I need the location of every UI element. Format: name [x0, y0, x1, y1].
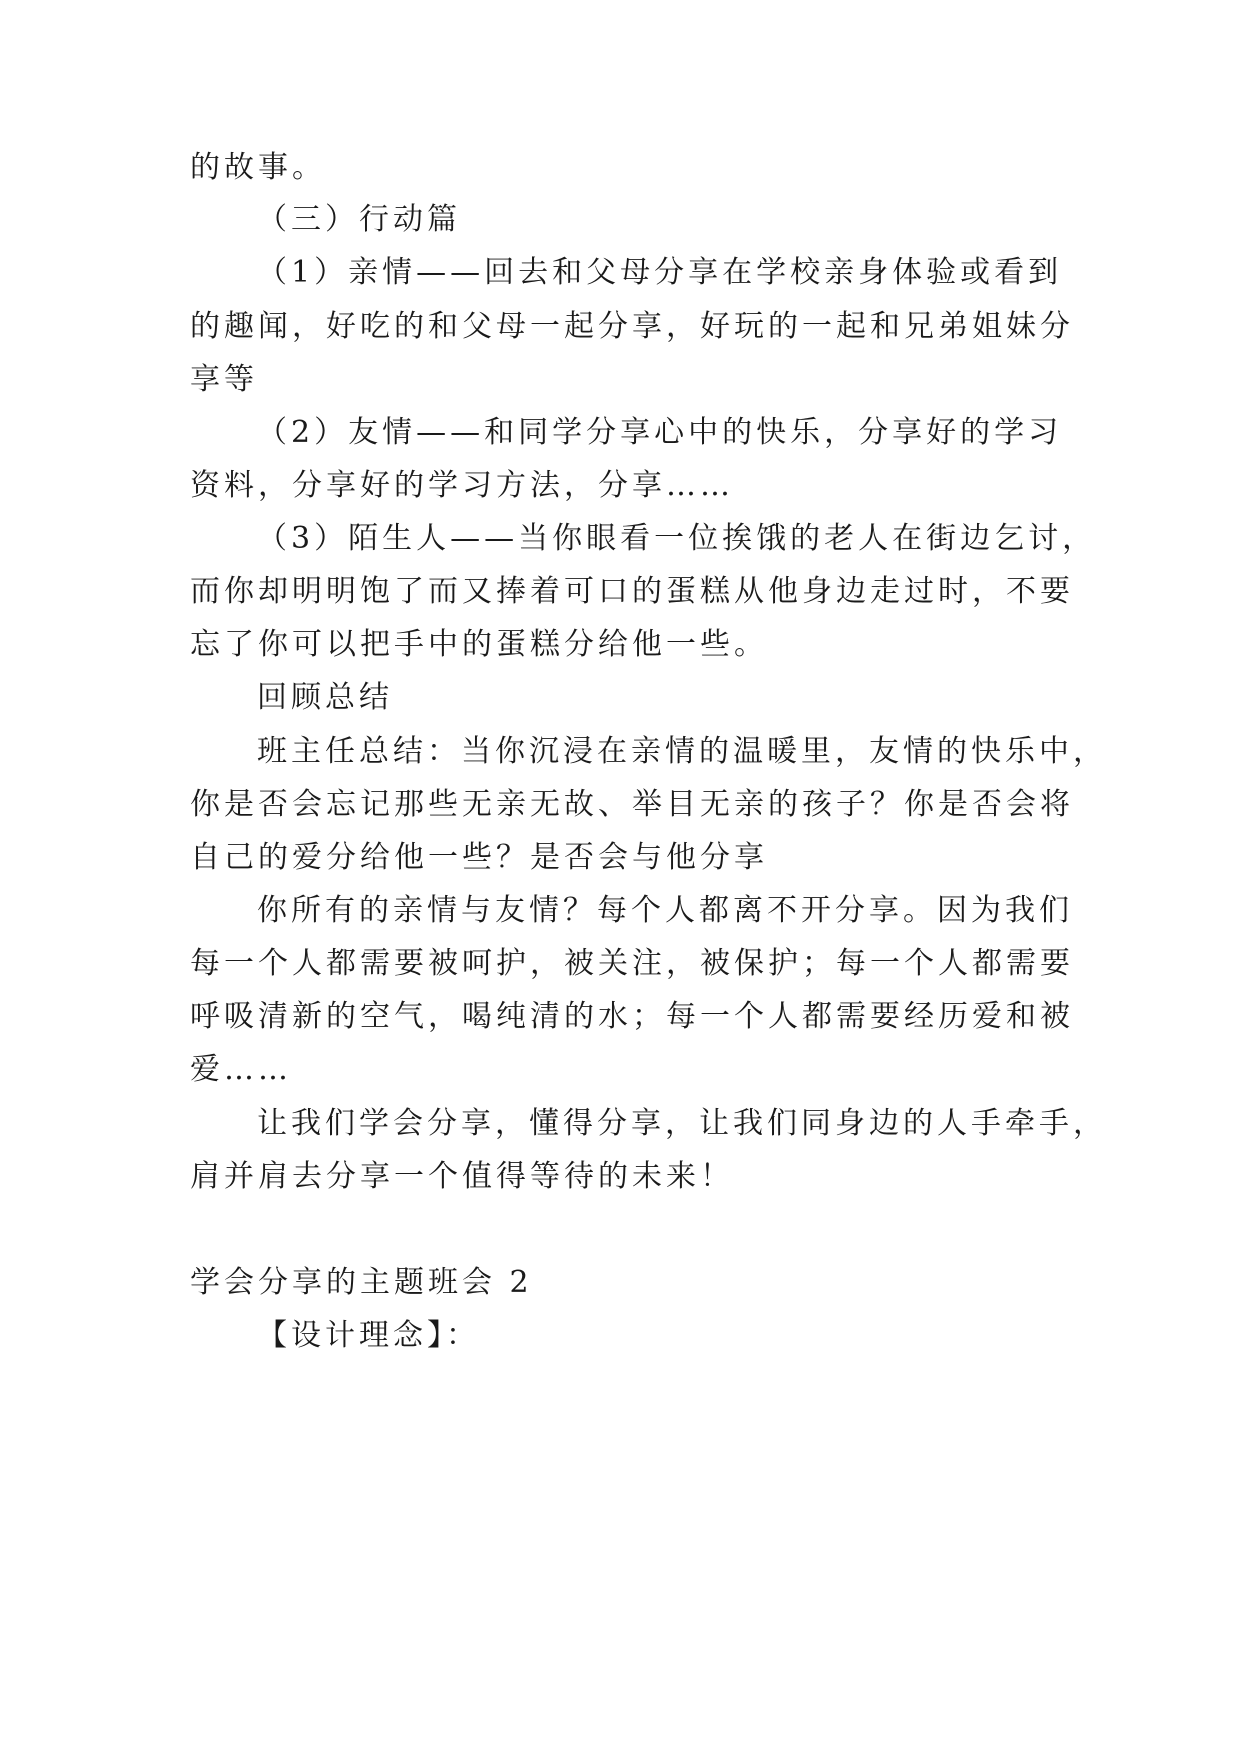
text-line: （2）友情——和同学分享心中的快乐，分享好的学习: [257, 415, 1063, 450]
text-line: 资料，分享好的学习方法，分享……: [190, 468, 734, 503]
text-line: 班主任总结：当你沉浸在亲情的温暖里，友情的快乐中，: [257, 734, 1107, 769]
text-line: 让我们学会分享，懂得分享，让我们同身边的人手牵手，: [257, 1106, 1107, 1141]
text-line: 你所有的亲情与友情？每个人都离不开分享。因为我们: [257, 893, 1073, 928]
text-line: 而你却明明饱了而又捧着可口的蛋糕从他身边走过时，不要: [190, 574, 1074, 609]
text-line: 肩并肩去分享一个值得等待的未来！: [190, 1159, 734, 1194]
section-heading: （三）行动篇: [257, 202, 461, 237]
text-line: 你是否会忘记那些无亲无故、举目无亲的孩子？你是否会将: [190, 787, 1074, 822]
text-line: 享等: [190, 362, 258, 397]
text-line: 的趣闻，好吃的和父母一起分享，好玩的一起和兄弟姐妹分: [190, 309, 1074, 344]
text-line: 呼吸清新的空气，喝纯清的水；每一个人都需要经历爱和被: [190, 999, 1074, 1034]
text-line: 忘了你可以把手中的蛋糕分给他一些。: [190, 627, 768, 662]
text-line: 自己的爱分给他一些？是否会与他分享: [190, 840, 768, 875]
text-line: （1）亲情——回去和父母分享在学校亲身体验或看到: [257, 255, 1063, 290]
text-line: （3）陌生人——当你眼看一位挨饿的老人在街边乞讨，: [257, 521, 1097, 556]
document-title: 学会分享的主题班会 2: [190, 1265, 533, 1300]
text-line: 爱……: [190, 1052, 292, 1087]
text-line: 每一个人都需要被呵护，被关注，被保护；每一个人都需要: [190, 946, 1074, 981]
section-heading: 回顾总结: [257, 680, 393, 715]
text-line: 的故事。: [190, 150, 326, 185]
section-heading: 【设计理念】：: [257, 1318, 480, 1353]
